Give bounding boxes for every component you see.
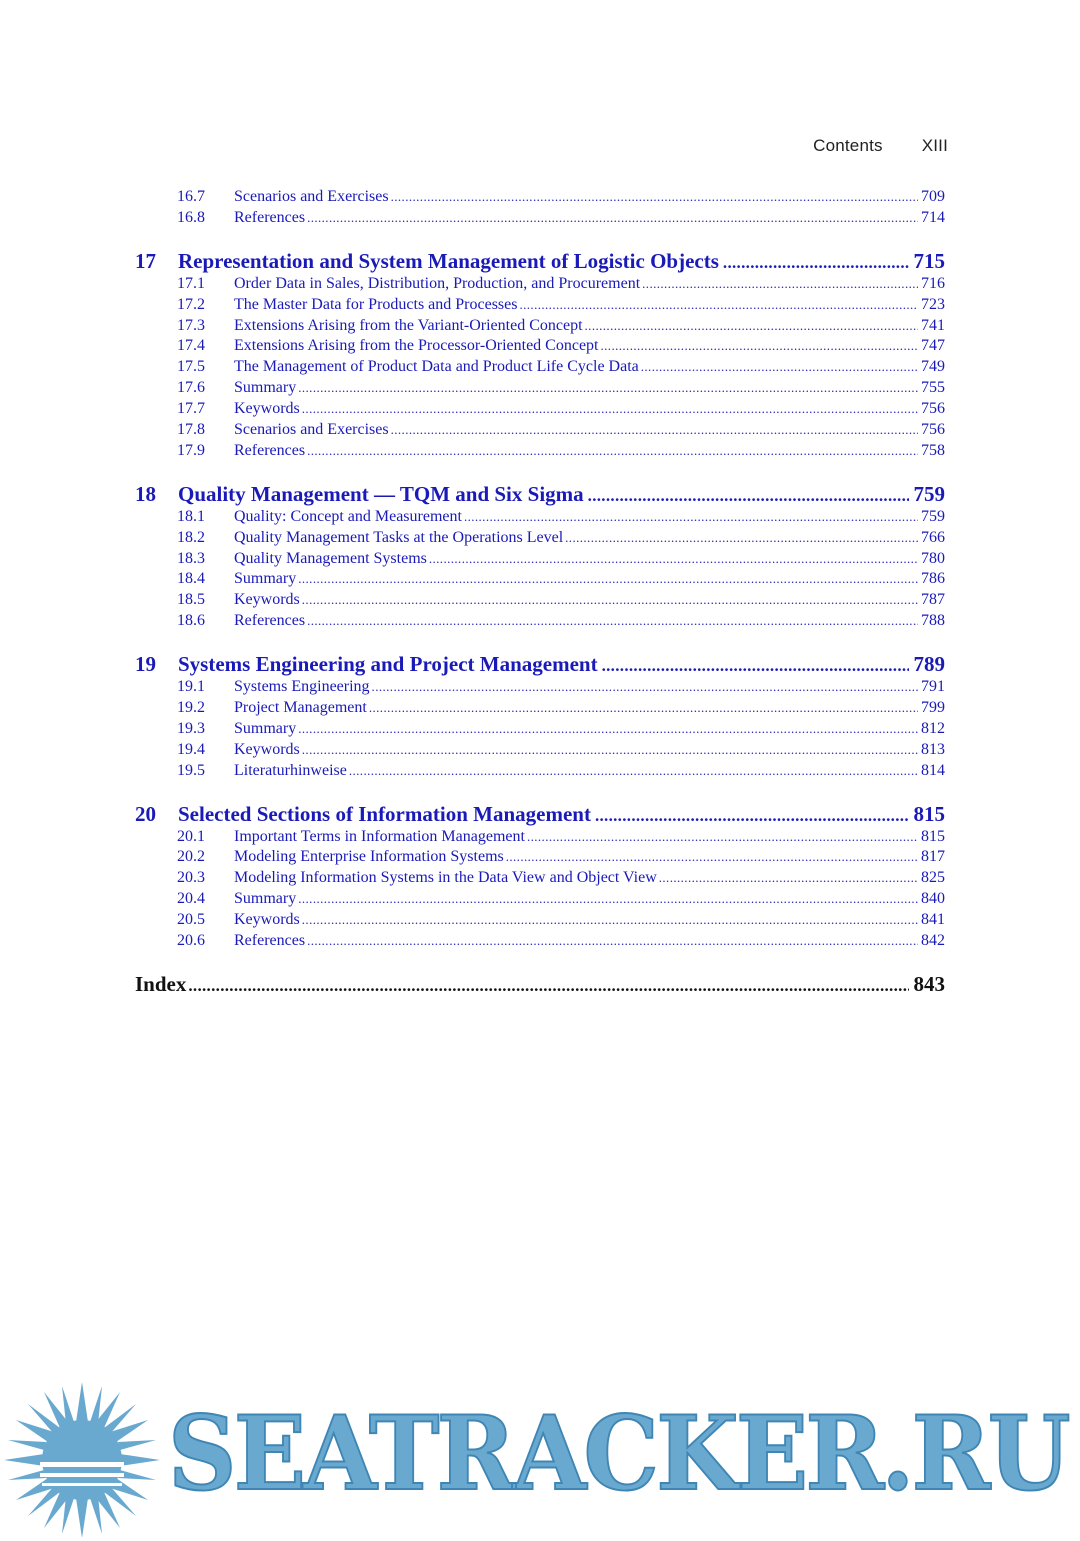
toc-entry-number: 20.2 xyxy=(177,848,205,866)
toc-entry-number: 17.7 xyxy=(177,400,205,418)
toc-entry-title: Summary xyxy=(234,570,297,588)
toc-entry-number: 20.6 xyxy=(177,932,205,950)
toc-entry[interactable] xyxy=(135,274,945,295)
toc-entry-number: 20.5 xyxy=(177,911,205,929)
dot-leader xyxy=(298,889,918,910)
chapter-page: 759 xyxy=(913,481,945,506)
toc-entry[interactable] xyxy=(135,931,945,952)
toc-entry-title: Keywords xyxy=(234,591,300,609)
dot-leader xyxy=(601,336,919,357)
dot-leader xyxy=(302,910,918,931)
toc-entry-number: 17.4 xyxy=(177,337,205,355)
toc-entry-title: Summary xyxy=(234,719,297,737)
toc-entry[interactable] xyxy=(135,719,945,740)
toc-entry-number: 16.8 xyxy=(177,208,205,226)
chapter-title: Quality Management — TQM and Six Sigma xyxy=(178,481,584,506)
dot-leader xyxy=(307,208,918,229)
index-page: 843 xyxy=(913,971,945,996)
chapter-number: 19 xyxy=(135,652,156,677)
dot-leader xyxy=(642,274,918,295)
toc-entry-number: 16.7 xyxy=(177,188,205,205)
toc-entry[interactable] xyxy=(135,740,945,761)
dot-leader xyxy=(588,483,909,509)
dot-leader xyxy=(298,378,918,399)
toc-entry-page: 756 xyxy=(921,421,945,439)
toc-entry-title: Quality Management Tasks at the Operations Level xyxy=(234,528,564,546)
toc-entry-page: 749 xyxy=(921,358,945,376)
chapter-heading-19[interactable] xyxy=(135,651,945,677)
toc-entry-title: Keywords xyxy=(234,740,300,758)
toc-entry-number: 17.3 xyxy=(177,316,205,334)
toc-entry-title: Keywords xyxy=(234,400,300,418)
chapter-heading-20[interactable] xyxy=(135,801,945,827)
running-head-page-number: XIII xyxy=(921,136,948,155)
dot-leader xyxy=(641,357,918,378)
toc-entry[interactable] xyxy=(135,889,945,910)
toc-entry-title: Quality Management Systems xyxy=(234,549,427,567)
toc-entry-title: Systems Engineering xyxy=(234,678,370,696)
dot-leader xyxy=(298,719,918,740)
toc-entry-number: 18.4 xyxy=(177,570,205,588)
running-head xyxy=(813,136,948,156)
dot-leader xyxy=(464,507,918,528)
toc-entry-title: Important Terms in Information Management xyxy=(234,827,525,845)
toc-entry[interactable] xyxy=(135,507,945,528)
chapter-title: Selected Sections of Information Management xyxy=(178,801,591,826)
toc-entry[interactable] xyxy=(135,698,945,719)
toc-entry-title: Project Management xyxy=(234,699,367,717)
toc-entry[interactable] xyxy=(135,357,945,378)
dot-leader xyxy=(307,611,918,632)
chapter-number: 20 xyxy=(135,801,156,826)
toc-entry-page: 780 xyxy=(921,549,945,567)
toc-entry[interactable] xyxy=(135,420,945,441)
dot-leader xyxy=(565,528,918,549)
toc-entry-title: Modeling Information Systems in the Data View and Object View xyxy=(234,869,657,887)
chapter-number: 17 xyxy=(135,248,156,273)
dot-leader xyxy=(391,420,918,441)
toc-entry-page: 813 xyxy=(921,740,945,758)
toc-entry-number: 17.6 xyxy=(177,379,205,397)
toc-entry-number: 18.3 xyxy=(177,549,205,567)
toc-entry-number: 19.2 xyxy=(177,699,205,717)
toc-entry-page: 759 xyxy=(921,507,945,525)
toc-entry-page: 714 xyxy=(921,208,945,226)
toc-entry-number: 19.5 xyxy=(177,761,205,779)
toc-entry-number: 19.1 xyxy=(177,678,205,696)
toc-entry-number: 17.8 xyxy=(177,421,205,439)
dot-leader xyxy=(307,441,918,462)
dot-leader xyxy=(302,740,918,761)
toc-entry-page: 756 xyxy=(921,400,945,418)
dot-leader xyxy=(527,827,918,848)
toc-entry-title: References xyxy=(234,441,306,459)
toc-entry[interactable] xyxy=(135,187,945,208)
toc-entry-number: 20.3 xyxy=(177,869,205,887)
dot-leader xyxy=(429,549,918,570)
toc-entry-number: 20.4 xyxy=(177,890,205,908)
toc-entry[interactable] xyxy=(135,677,945,698)
toc-entry-title: Modeling Enterprise Information Systems xyxy=(234,848,504,866)
toc-entry-number: 17.1 xyxy=(177,274,205,292)
toc-entry[interactable] xyxy=(135,761,945,782)
chapter-heading-17[interactable] xyxy=(135,248,945,274)
dot-leader xyxy=(506,847,918,868)
toc-entry-page: 825 xyxy=(921,869,945,887)
chapter-heading-18[interactable] xyxy=(135,481,945,507)
toc-entry[interactable] xyxy=(135,399,945,420)
toc-entry-number: 18.2 xyxy=(177,528,205,546)
toc-entry-page: 840 xyxy=(921,890,945,908)
dot-leader xyxy=(595,803,909,829)
toc-entry[interactable] xyxy=(135,868,945,889)
dot-leader xyxy=(302,590,918,611)
chapter-number: 18 xyxy=(135,481,156,506)
chapter-title: Systems Engineering and Project Management xyxy=(178,652,598,677)
toc-entry-title: Summary xyxy=(234,890,297,908)
dot-leader xyxy=(369,698,918,719)
toc-entry-number: 20.1 xyxy=(177,827,205,845)
toc-entry-page: 709 xyxy=(921,188,945,205)
toc-entry-page: 747 xyxy=(921,337,945,355)
toc-entry[interactable] xyxy=(135,590,945,611)
toc-entry[interactable] xyxy=(135,316,945,337)
dot-leader xyxy=(372,677,918,698)
toc-entry-page: 841 xyxy=(921,911,945,929)
toc-entry-page: 723 xyxy=(921,295,945,313)
toc-entry-page: 842 xyxy=(921,932,945,950)
index-entry[interactable] xyxy=(135,971,945,997)
watermark-text: SEATRACKER.RU xyxy=(168,1394,1068,1514)
dot-leader xyxy=(519,295,918,316)
toc-entry-page: 817 xyxy=(921,848,945,866)
dot-leader xyxy=(188,973,908,999)
toc-entry-page: 788 xyxy=(921,612,945,630)
toc-entry-title: Literaturhinweise xyxy=(234,761,347,779)
dot-leader xyxy=(349,761,918,782)
toc-entry-title: Extensions Arising from the Processor-Oriented Concept xyxy=(234,337,599,355)
toc-entry[interactable] xyxy=(135,569,945,590)
chapter-page: 715 xyxy=(913,248,945,273)
toc-entry-title: Scenarios and Exercises xyxy=(234,421,389,439)
table-of-contents xyxy=(135,187,945,997)
toc-entry-title: Extensions Arising from the Variant-Oriented Concept xyxy=(234,316,583,334)
watermark xyxy=(0,1380,1080,1541)
toc-entry[interactable] xyxy=(135,378,945,399)
dot-leader xyxy=(659,868,918,889)
toc-entry[interactable] xyxy=(135,528,945,549)
toc-entry-page: 812 xyxy=(921,719,945,737)
dot-leader xyxy=(602,653,909,679)
dot-leader xyxy=(298,569,918,590)
toc-entry-title: Keywords xyxy=(234,911,300,929)
toc-entry-title: Order Data in Sales, Distribution, Production, and Procurement xyxy=(234,274,641,292)
toc-entry-page: 815 xyxy=(921,827,945,845)
toc-entry-title: The Master Data for Products and Processes xyxy=(234,295,518,313)
toc-entry[interactable] xyxy=(135,295,945,316)
toc-entry-page: 814 xyxy=(921,761,945,779)
toc-entry-page: 787 xyxy=(921,591,945,609)
dot-leader xyxy=(307,931,918,952)
toc-entry-number: 18.5 xyxy=(177,591,205,609)
toc-entry-page: 741 xyxy=(921,316,945,334)
dot-leader xyxy=(723,250,909,276)
toc-entry-page: 799 xyxy=(921,699,945,717)
toc-entry-number: 18.1 xyxy=(177,507,205,525)
toc-entry-title: References xyxy=(234,612,306,630)
toc-entry-number: 19.4 xyxy=(177,740,205,758)
toc-entry-number: 17.2 xyxy=(177,295,205,313)
toc-entry-number: 17.9 xyxy=(177,441,205,459)
toc-entry-number: 17.5 xyxy=(177,358,205,376)
toc-entry[interactable] xyxy=(135,208,945,229)
chapter-title: Representation and System Management of Logistic Objects xyxy=(178,248,719,273)
running-head-title: Contents xyxy=(813,136,883,155)
toc-entry-title: Scenarios and Exercises xyxy=(234,188,389,205)
toc-entry[interactable] xyxy=(135,549,945,570)
sun-logo-icon xyxy=(2,1380,162,1540)
toc-entry-title: References xyxy=(234,932,306,950)
dot-leader xyxy=(302,399,918,420)
toc-entry-number: 18.6 xyxy=(177,612,205,630)
toc-entry[interactable] xyxy=(135,910,945,931)
toc-entry-page: 791 xyxy=(921,678,945,696)
toc-entry-page: 766 xyxy=(921,528,945,546)
toc-entry-title: Summary xyxy=(234,379,297,397)
toc-entry[interactable] xyxy=(135,336,945,357)
toc-entry[interactable] xyxy=(135,611,945,632)
chapter-page: 789 xyxy=(913,652,945,677)
index-title: Index xyxy=(135,971,187,996)
toc-entry-page: 716 xyxy=(921,274,945,292)
dot-leader xyxy=(585,316,918,337)
toc-entry[interactable] xyxy=(135,827,945,848)
chapter-page: 815 xyxy=(913,801,945,826)
toc-entry-number: 19.3 xyxy=(177,719,205,737)
toc-entry-page: 786 xyxy=(921,570,945,588)
dot-leader xyxy=(391,187,918,208)
toc-entry-page: 758 xyxy=(921,441,945,459)
toc-entry-title: References xyxy=(234,208,306,226)
toc-entry[interactable] xyxy=(135,847,945,868)
toc-entry-title: The Management of Product Data and Product Life Cycle Data xyxy=(234,358,639,376)
toc-entry-page: 755 xyxy=(921,379,945,397)
toc-entry-title: Quality: Concept and Measurement xyxy=(234,507,462,525)
toc-entry[interactable] xyxy=(135,441,945,462)
